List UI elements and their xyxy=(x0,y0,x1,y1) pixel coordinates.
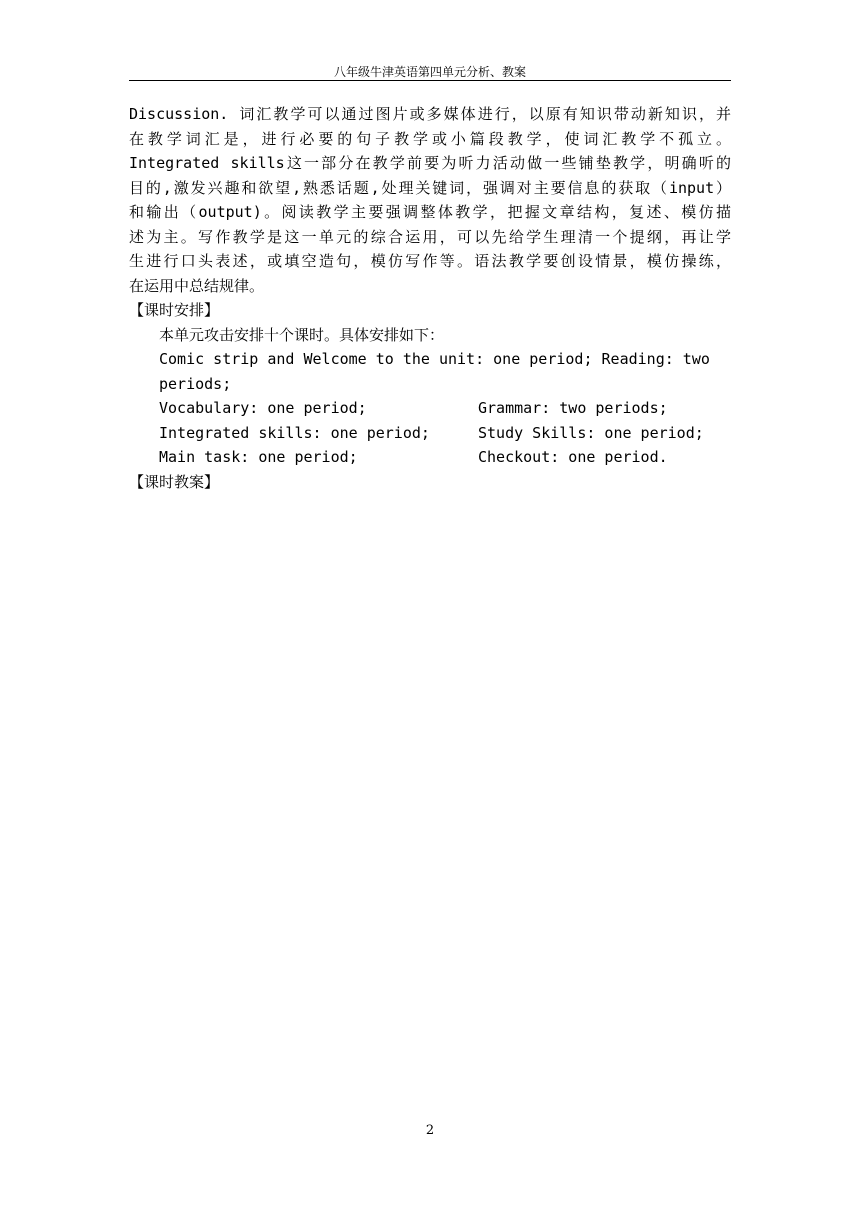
schedule-item: Integrated skills: one period; xyxy=(159,423,430,442)
paragraph-line: 生进行口头表述，或填空造句，模仿写作等。语法教学要创设情景，模仿操练， xyxy=(129,252,731,270)
schedule-item: Checkout: one period. xyxy=(478,448,668,466)
lesson-plan-heading: 【课时教案】 xyxy=(129,472,220,491)
header-rule xyxy=(129,80,731,81)
schedule-item: Study Skills: one period; xyxy=(478,423,704,442)
paragraph-line: 在教学词汇是，进行必要的句子教学或小篇段教学，使词汇教学不孤立。 xyxy=(129,129,731,148)
schedule-row xyxy=(129,445,731,470)
paragraph-line: Discussion. 词汇教学可以通过图片或多媒体进行，以原有知识带动新知识，并 xyxy=(129,105,731,123)
page-header: 八年级牛津英语第四单元分析、教案 xyxy=(333,65,526,79)
schedule-row xyxy=(129,396,731,421)
document-body xyxy=(129,102,731,494)
schedule-line: Comic strip and Welcome to the unit: one period; Reading: two xyxy=(159,350,710,368)
schedule-item: Main task: one period; xyxy=(159,448,358,466)
schedule-heading: 【课时安排】 xyxy=(129,301,220,319)
schedule-line: periods; xyxy=(159,374,232,393)
schedule-item: Vocabulary: one period; xyxy=(159,399,367,417)
page-number: 2 xyxy=(425,1123,435,1138)
schedule-intro: 本单元攻击安排十个课时。具体安排如下： xyxy=(159,325,445,344)
paragraph-line: Integrated skills这一部分在教学前要为听力活动做一些铺垫教学，明确听的 xyxy=(129,154,731,172)
paragraph-line: 在运用中总结规律。 xyxy=(129,276,265,295)
paragraph-line: 述为主。写作教学是这一单元的综合运用，可以先给学生理清一个提纲，再让学 xyxy=(129,227,731,246)
paragraph-line: 和输出（output)。阅读教学主要强调整体教学，把握文章结构，复述、模仿描 xyxy=(129,203,731,221)
schedule-row xyxy=(129,421,731,446)
schedule-item: Grammar: two periods; xyxy=(478,399,668,417)
paragraph-line: 目的,激发兴趣和欲望,熟悉话题,处理关键词，强调对主要信息的获取（input） xyxy=(129,178,731,197)
